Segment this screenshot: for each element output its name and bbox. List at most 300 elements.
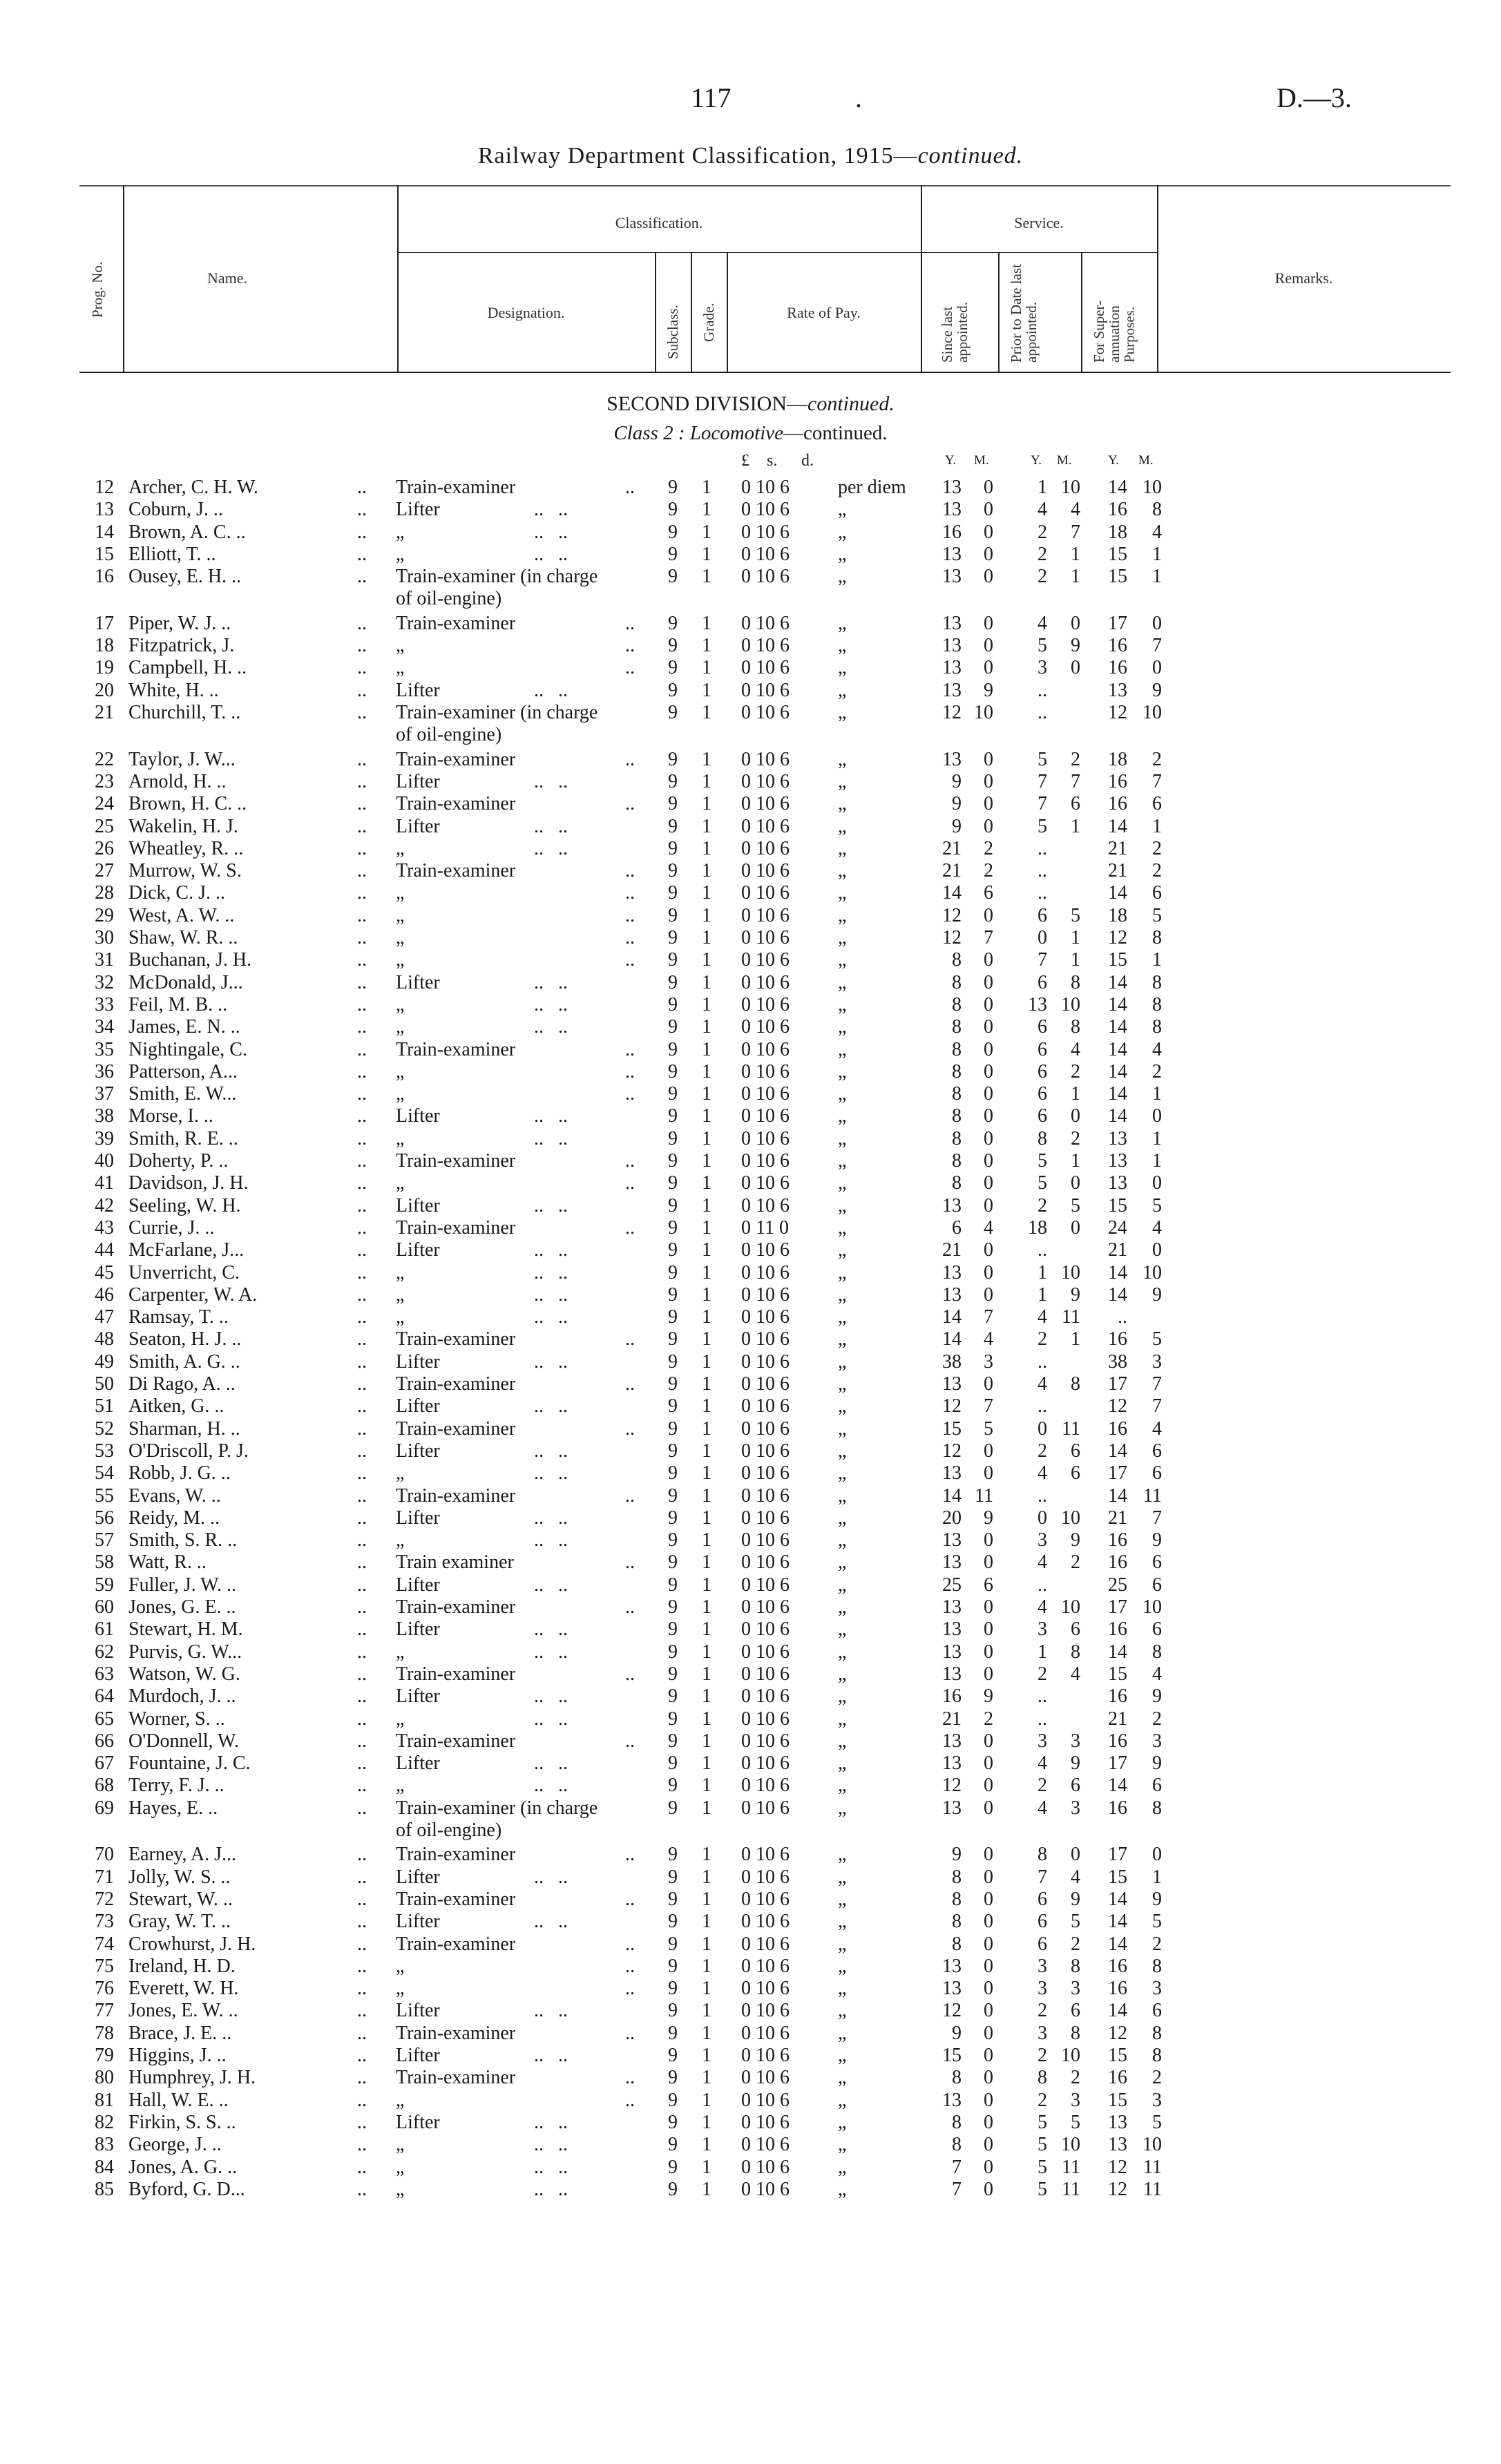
- pay-rate-cell: „: [838, 748, 847, 770]
- super-years-cell: 14: [1108, 1775, 1127, 1797]
- grade-cell: 1: [702, 1395, 711, 1417]
- prior-months-cell: 8: [1071, 971, 1080, 993]
- pay-cell: 0 10 6: [741, 2022, 790, 2044]
- prior-years-cell: 5: [1038, 2178, 1047, 2200]
- since-months-cell: 0: [984, 1663, 993, 1685]
- name-cell: Stewart, H. M.: [128, 1618, 243, 1641]
- table-row: [0, 1507, 1501, 1529]
- since-months-cell: 0: [984, 657, 993, 679]
- subclass-cell: 9: [668, 1507, 678, 1529]
- designation-cell: „: [396, 837, 405, 859]
- super-months-cell: 9: [1152, 1283, 1162, 1306]
- leader-dots: ..: [357, 1685, 367, 1708]
- designation-cell: Lifter: [396, 1350, 440, 1373]
- prior-years-cell: 4: [1038, 1306, 1047, 1328]
- name-cell: Nightingale, C.: [128, 1038, 247, 1060]
- since-years-cell: 13: [942, 1797, 962, 1819]
- prior-months-cell: 1: [1071, 949, 1080, 971]
- designation-cell: Lifter: [396, 2045, 440, 2066]
- designation-cell: Lifter: [396, 1574, 440, 1596]
- document-reference: D.—3.: [1277, 82, 1352, 113]
- name-cell: Currie, J. ..: [128, 1216, 215, 1239]
- since-years-cell: 9: [952, 2022, 962, 2044]
- designation-cell: Lifter: [396, 1507, 440, 1529]
- super-months-cell: 6: [1152, 793, 1162, 815]
- subclass-cell: 9: [668, 679, 678, 701]
- table-row: [0, 477, 1501, 499]
- super-years-cell: 14: [1108, 1888, 1127, 1910]
- name-cell: Buchanan, J. H.: [128, 949, 252, 971]
- since-months-cell: 0: [984, 748, 993, 770]
- title-continued: continued.: [917, 143, 1024, 169]
- grade-cell: 1: [702, 1127, 711, 1149]
- table-row: [0, 1911, 1501, 1933]
- since-months-cell: 6: [984, 1574, 993, 1596]
- since-months-cell: 0: [984, 566, 993, 588]
- header-remarks: Remarks.: [1274, 269, 1333, 287]
- name-cell: Purvis, G. W...: [128, 1641, 242, 1663]
- designation-cell: Train-examiner: [396, 1216, 516, 1239]
- super-months-cell: 6: [1152, 1618, 1162, 1641]
- subclass-cell: 9: [668, 815, 678, 837]
- pay-cell: 0 10 6: [741, 1641, 790, 1663]
- since-months-cell: 0: [984, 543, 993, 565]
- super-years-cell: 21: [1108, 1239, 1127, 1261]
- pay-cell: 0 10 6: [741, 499, 790, 521]
- pay-cell: 0 10 6: [741, 1395, 790, 1417]
- prog-no-cell: 84: [95, 2156, 114, 2178]
- designation-continuation: of oil-engine): [396, 588, 502, 610]
- since-years-cell: 13: [942, 1529, 962, 1551]
- since-years-cell: 38: [942, 1350, 962, 1373]
- division-label: SECOND DIVISION—: [606, 392, 808, 415]
- super-years-cell: 15: [1108, 1194, 1127, 1216]
- leader-dots: ..: [357, 543, 367, 565]
- leader-dots: ..: [357, 1127, 367, 1149]
- prior-years-cell: 5: [1038, 1150, 1047, 1172]
- since-months-cell: 4: [984, 1328, 993, 1350]
- table-row: [0, 905, 1501, 927]
- prog-no-cell: 26: [95, 837, 114, 859]
- designation-leader-dots: ..: [625, 1417, 635, 1440]
- pay-rate-cell: „: [838, 1060, 847, 1082]
- header-designation: Designation.: [487, 304, 565, 321]
- table-row: [0, 1551, 1501, 1574]
- super-months-cell: 1: [1152, 1083, 1162, 1105]
- name-cell: Watt, R. ..: [128, 1551, 207, 1574]
- leader-dots: ..: [357, 1060, 367, 1082]
- leader-dots: ..: [357, 971, 367, 993]
- grade-cell: 1: [702, 1172, 711, 1194]
- designation-leader-dots: ..: [625, 657, 635, 679]
- name-cell: Fitzpatrick, J.: [128, 635, 235, 657]
- pay-cell: 0 10 6: [741, 1417, 790, 1440]
- table-row: [0, 1889, 1501, 1911]
- since-months-cell: 0: [984, 1127, 993, 1149]
- prog-no-cell: 61: [95, 1618, 114, 1641]
- super-years-cell: 13: [1108, 2134, 1127, 2156]
- prior-years-cell: 2: [1038, 2045, 1047, 2066]
- subclass-cell: 9: [668, 1911, 678, 1933]
- name-cell: Jones, A. G. ..: [128, 2156, 238, 2178]
- prior-months-cell: 11: [1062, 2156, 1080, 2178]
- name-cell: Piper, W. J. ..: [128, 612, 231, 634]
- pay-rate-cell: „: [838, 612, 847, 634]
- grade-cell: 1: [702, 1753, 711, 1775]
- table-row: [0, 1351, 1501, 1373]
- prior-years-cell: 4: [1038, 1462, 1047, 1484]
- since-years-cell: 13: [942, 1462, 962, 1484]
- since-months-cell: 0: [984, 1038, 993, 1060]
- super-years-cell: 14: [1108, 1283, 1127, 1306]
- table-row: [0, 1956, 1501, 1978]
- grade-cell: 1: [702, 1618, 711, 1641]
- grade-cell: 1: [702, 477, 711, 498]
- designation-leader-dots: ..: [625, 1172, 635, 1194]
- pay-cell: 0 10 6: [741, 657, 790, 679]
- since-years-cell: 8: [952, 1933, 962, 1955]
- leader-dots: ..: [357, 1753, 367, 1775]
- designation-cell: Lifter: [396, 1239, 440, 1261]
- super-months-cell: 3: [1152, 2089, 1162, 2111]
- prior-years-cell: 2: [1038, 1775, 1047, 1797]
- pay-cell: 0 10 6: [741, 1350, 790, 1373]
- prior-years-cell: 2: [1038, 2089, 1047, 2111]
- designation-leader-dots: ..: [625, 748, 635, 770]
- prior-months-cell: 11: [1062, 1417, 1080, 1440]
- grade-cell: 1: [702, 2178, 711, 2200]
- pay-cell: 0 10 6: [741, 1306, 790, 1328]
- prog-no-cell: 43: [95, 1216, 114, 1239]
- since-years-cell: 21: [942, 860, 962, 882]
- leader-dots: ..: [357, 1641, 367, 1663]
- prior-months-cell: 0: [1071, 1172, 1080, 1194]
- pay-cell: 0 10 6: [741, 1038, 790, 1060]
- since-years-cell: 13: [942, 1641, 962, 1663]
- since-years-cell: 13: [942, 1730, 962, 1752]
- designation-leader-dots: ..: [625, 1373, 635, 1395]
- name-cell: Fuller, J. W. ..: [128, 1574, 237, 1596]
- subclass-cell: 9: [668, 1283, 678, 1306]
- prior-years-cell: 8: [1038, 1844, 1047, 1866]
- designation-leader-dots: .. ..: [534, 1618, 568, 1641]
- header-grade: Grade.: [700, 303, 717, 342]
- since-years-cell: 6: [952, 1216, 962, 1239]
- leader-dots: ..: [357, 2045, 367, 2066]
- prior-months-cell: 5: [1071, 904, 1080, 926]
- super-months-cell: 0: [1152, 612, 1162, 634]
- table-row: [0, 1239, 1501, 1261]
- super-months-cell: 1: [1152, 566, 1162, 588]
- pay-rate-cell: „: [838, 1596, 847, 1618]
- prior-years-cell: 4: [1038, 1373, 1047, 1395]
- pay-cell: 0 10 6: [741, 1911, 790, 1933]
- name-cell: Jolly, W. S. ..: [128, 1866, 231, 1888]
- pay-rate-cell: „: [838, 1933, 847, 1955]
- name-cell: McFarlane, J...: [128, 1239, 245, 1261]
- leader-dots: ..: [357, 1730, 367, 1752]
- designation-cell: „: [396, 2156, 405, 2178]
- prior-months-cell: 6: [1071, 1775, 1080, 1797]
- grade-cell: 1: [702, 1417, 711, 1440]
- grade-cell: 1: [702, 1574, 711, 1596]
- super-months-cell: 5: [1152, 1194, 1162, 1216]
- super-months-cell: 9: [1152, 1685, 1162, 1708]
- pay-rate-cell: „: [838, 1216, 847, 1239]
- grade-cell: 1: [702, 2134, 711, 2156]
- pay-rate-cell: „: [838, 1641, 847, 1663]
- grade-cell: 1: [702, 993, 711, 1015]
- super-months-cell: 10: [1143, 2134, 1162, 2156]
- leader-dots: ..: [357, 1083, 367, 1105]
- since-years-cell: 13: [942, 1978, 962, 2000]
- subclass-cell: 9: [668, 1797, 678, 1819]
- prior-months-cell: 3: [1071, 1730, 1080, 1752]
- prog-no-cell: 74: [95, 1933, 114, 1955]
- super-months-cell: 6: [1152, 1551, 1162, 1574]
- designation-cell: Lifter: [396, 1105, 440, 1127]
- leader-dots: ..: [357, 1105, 367, 1127]
- grade-cell: 1: [702, 1440, 711, 1462]
- unit-pounds: £: [741, 452, 749, 470]
- pay-rate-cell: „: [838, 1239, 847, 1261]
- super-months-cell: 8: [1152, 2022, 1162, 2044]
- super-years-cell: 14: [1108, 1440, 1127, 1462]
- grade-cell: 1: [702, 770, 711, 792]
- table-row: [0, 1641, 1501, 1663]
- pay-cell: 0 10 6: [741, 1844, 790, 1866]
- pay-rate-cell: „: [838, 1350, 847, 1373]
- super-years-cell: 13: [1108, 1127, 1127, 1149]
- name-cell: Taylor, J. W...: [128, 748, 236, 770]
- prior-months-cell: 6: [1071, 1618, 1080, 1641]
- subclass-cell: 9: [668, 657, 678, 679]
- leader-dots: ..: [357, 566, 367, 588]
- super-months-cell: 2: [1152, 1933, 1162, 1955]
- prior-years-cell: 0: [1038, 927, 1047, 948]
- subclass-cell: 9: [668, 1484, 678, 1507]
- prior-years-cell: 3: [1038, 1955, 1047, 1977]
- since-months-cell: 0: [984, 1462, 993, 1484]
- super-months-cell: 8: [1152, 1955, 1162, 1977]
- prior-months-cell: 8: [1071, 1016, 1080, 1038]
- super-years-cell: 15: [1108, 1663, 1127, 1685]
- name-cell: Jones, E. W. ..: [128, 2000, 238, 2022]
- since-years-cell: 9: [952, 815, 962, 837]
- name-cell: Ramsay, T. ..: [128, 1306, 229, 1328]
- prog-no-cell: 34: [95, 1016, 114, 1038]
- prior-months-cell: 8: [1071, 1955, 1080, 1977]
- since-years-cell: 12: [942, 904, 962, 926]
- designation-leader-dots: .. ..: [534, 1350, 568, 1373]
- table-row: [0, 749, 1501, 771]
- since-years-cell: 8: [952, 971, 962, 993]
- name-cell: Davidson, J. H.: [128, 1172, 249, 1194]
- designation-leader-dots: .. ..: [534, 679, 568, 701]
- grade-cell: 1: [702, 1663, 711, 1685]
- since-months-cell: 2: [984, 1708, 993, 1730]
- since-years-cell: 8: [952, 2134, 962, 2156]
- designation-leader-dots: .. ..: [534, 1283, 568, 1306]
- table-row: [0, 972, 1501, 994]
- grade-cell: 1: [702, 1462, 711, 1484]
- name-cell: Arnold, H. ..: [128, 770, 227, 792]
- since-years-cell: 13: [942, 657, 962, 679]
- since-years-cell: 13: [942, 2089, 962, 2111]
- pay-cell: 0 10 6: [741, 2000, 790, 2022]
- prior-years-cell: 3: [1038, 657, 1047, 679]
- prog-no-cell: 71: [95, 1866, 114, 1888]
- grade-cell: 1: [702, 949, 711, 971]
- table-row: [0, 1485, 1501, 1507]
- subclass-cell: 9: [668, 1775, 678, 1797]
- prior-months-cell: 10: [1061, 1507, 1080, 1529]
- pay-rate-cell: „: [838, 2089, 847, 2111]
- since-months-cell: 10: [974, 702, 993, 723]
- designation-leader-dots: .. ..: [534, 521, 568, 543]
- since-years-cell: 12: [942, 2000, 962, 2022]
- super-months-cell: 0: [1152, 1105, 1162, 1127]
- name-cell: Seeling, W. H.: [128, 1194, 241, 1216]
- leader-dots: ..: [357, 1866, 367, 1888]
- since-months-cell: 0: [984, 521, 993, 543]
- prior-months-cell: 0: [1071, 1105, 1080, 1127]
- super-months-cell: 2: [1152, 860, 1162, 882]
- super-months-cell: 6: [1152, 1440, 1162, 1462]
- subclass-cell: 9: [668, 837, 678, 859]
- subclass-cell: 9: [668, 927, 678, 948]
- leader-dots: ..: [357, 2089, 367, 2111]
- designation-cell: „: [396, 2089, 405, 2111]
- prior-years-cell: 7: [1038, 793, 1047, 815]
- prior-months-cell: 1: [1071, 815, 1080, 837]
- leader-dots: ..: [357, 2000, 367, 2022]
- prog-no-cell: 73: [95, 1911, 114, 1933]
- pay-cell: 0 10 6: [741, 1730, 790, 1752]
- prog-no-cell: 29: [95, 904, 114, 926]
- designation-continuation: of oil-engine): [396, 1819, 502, 1841]
- pay-cell: 0 10 6: [741, 566, 790, 588]
- name-cell: White, H. ..: [128, 679, 219, 701]
- prog-no-cell: 66: [95, 1730, 114, 1752]
- prior-years-cell: 4: [1038, 612, 1047, 634]
- pay-rate-cell: „: [838, 521, 847, 543]
- super-months-cell: 6: [1152, 1462, 1162, 1484]
- subclass-cell: 9: [668, 1395, 678, 1417]
- grade-cell: 1: [702, 2045, 711, 2066]
- pay-rate-cell: „: [838, 1551, 847, 1574]
- designation-cell: „: [396, 1708, 405, 1730]
- subclass-cell: 9: [668, 793, 678, 815]
- designation-leader-dots: ..: [625, 1888, 635, 1910]
- designation-cell: Lifter: [396, 770, 440, 792]
- pay-rate-cell: „: [838, 2000, 847, 2022]
- prog-no-cell: 69: [95, 1797, 114, 1819]
- subclass-cell: 9: [668, 499, 678, 521]
- leader-dots: ..: [357, 882, 367, 904]
- since-years-cell: 13: [942, 566, 962, 588]
- pay-cell: 0 10 6: [741, 748, 790, 770]
- designation-leader-dots: .. ..: [534, 837, 568, 859]
- pay-rate-cell: „: [838, 1373, 847, 1395]
- super-years-cell: 15: [1108, 2089, 1127, 2111]
- prior-years-cell: 3: [1038, 1730, 1047, 1752]
- pay-rate-cell: „: [838, 679, 847, 701]
- name-cell: Smith, E. W...: [128, 1083, 237, 1105]
- grade-cell: 1: [702, 793, 711, 815]
- grade-cell: 1: [702, 1060, 711, 1082]
- table-row: [0, 1306, 1501, 1328]
- leader-dots: ..: [357, 1216, 367, 1239]
- super-years-cell: 18: [1108, 521, 1127, 543]
- designation-cell: „: [396, 882, 405, 904]
- col-divider-8: [1081, 252, 1082, 372]
- since-months-cell: 0: [984, 1194, 993, 1216]
- leader-dots: ..: [357, 1618, 367, 1641]
- leader-dots: ..: [357, 2067, 367, 2089]
- designation-cell: „: [396, 1462, 405, 1484]
- grade-cell: 1: [702, 748, 711, 770]
- subclass-cell: 9: [668, 1417, 678, 1440]
- super-months-cell: 2: [1152, 1060, 1162, 1082]
- subclass-cell: 9: [668, 1663, 678, 1685]
- pay-cell: 0 10 6: [741, 679, 790, 701]
- leader-dots: ..: [357, 477, 367, 498]
- since-years-cell: 13: [942, 679, 962, 701]
- pay-cell: 0 10 6: [741, 770, 790, 792]
- prog-no-cell: 42: [95, 1194, 114, 1216]
- grade-cell: 1: [702, 1708, 711, 1730]
- grade-cell: 1: [702, 702, 711, 723]
- super-months-cell: 4: [1152, 1216, 1162, 1239]
- prior-months-cell: 5: [1071, 2111, 1080, 2133]
- super-years-cell: 16: [1108, 1551, 1127, 1574]
- table-row: [0, 1529, 1501, 1551]
- subclass-cell: 9: [668, 1685, 678, 1708]
- since-years-cell: 21: [942, 1239, 962, 1261]
- since-years-cell: 13: [942, 1618, 962, 1641]
- prior-months-cell: 2: [1071, 748, 1080, 770]
- since-years-cell: 20: [942, 1507, 962, 1529]
- prior-years-cell: 2: [1038, 2000, 1047, 2022]
- designation-leader-dots: .. ..: [534, 815, 568, 837]
- super-months-cell: 2: [1152, 837, 1162, 859]
- header-separator: .: [855, 82, 862, 113]
- prior-months-cell: 10: [1061, 1596, 1080, 1618]
- super-years-cell: 14: [1108, 1060, 1127, 1082]
- prog-no-cell: 21: [95, 702, 114, 723]
- leader-dots: ..: [357, 1596, 367, 1618]
- subclass-cell: 9: [668, 1127, 678, 1149]
- prior-months-cell: 6: [1071, 1462, 1080, 1484]
- designation-leader-dots: ..: [625, 1216, 635, 1239]
- name-cell: Higgins, J. ..: [128, 2045, 227, 2066]
- since-years-cell: 14: [942, 1484, 962, 1507]
- designation-leader-dots: ..: [625, 1328, 635, 1350]
- pay-rate-cell: „: [838, 1105, 847, 1127]
- designation-leader-dots: .. ..: [534, 1866, 568, 1888]
- pay-cell: 0 10 6: [741, 904, 790, 926]
- table-row: [0, 544, 1501, 566]
- pay-rate-cell: „: [838, 770, 847, 792]
- prior-months-cell: 6: [1071, 1440, 1080, 1462]
- prog-no-cell: 24: [95, 793, 114, 815]
- pay-rate-cell: „: [838, 1775, 847, 1797]
- pay-rate-cell: „: [838, 499, 847, 521]
- since-years-cell: 13: [942, 1663, 962, 1685]
- pay-rate-cell: „: [838, 1306, 847, 1328]
- leader-dots: ..: [357, 1955, 367, 1977]
